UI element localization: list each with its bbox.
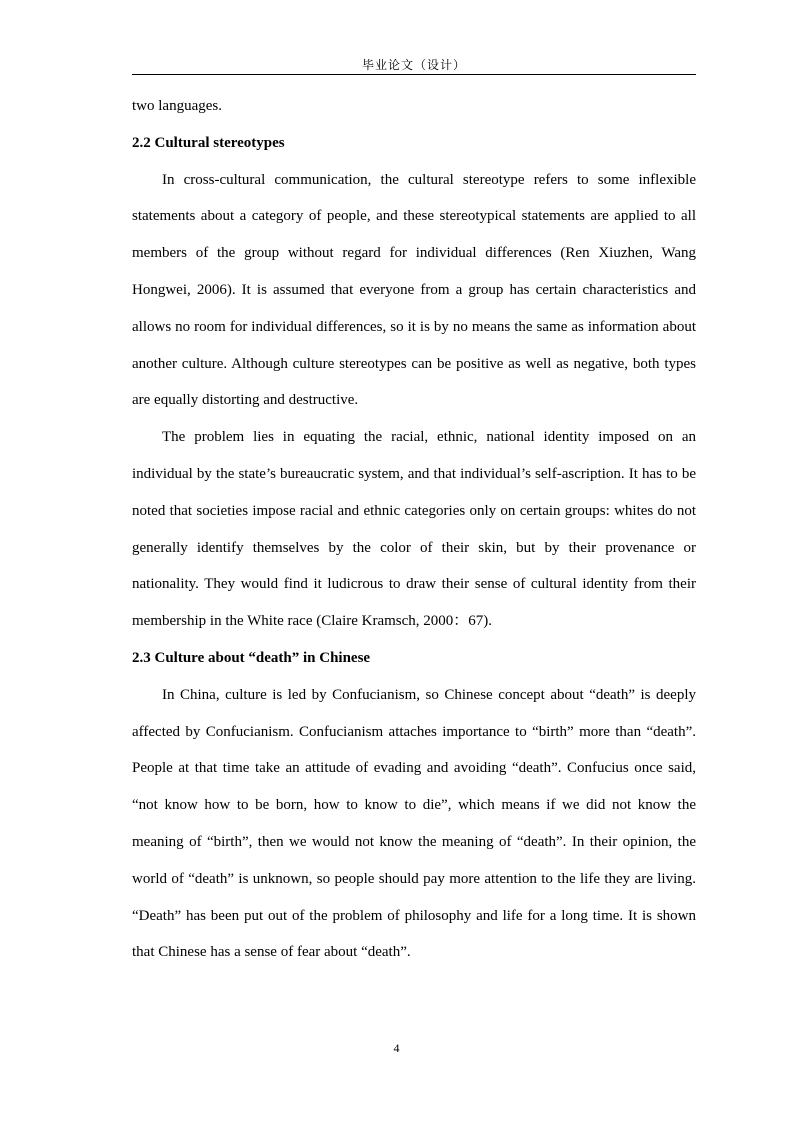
section-2-2-paragraph-1: In cross-cultural communication, the cultural stereotype refers to some inflexible statements about a category of people, and these stereotypical statements are applied to all members of the group without regard for individual differences (Ren Xiuzhen, Wang Hongwei, 2006). It is assumed that everyone from a group has certain characteristics and allows no room for individual differences, so it is by no means the same as information about another culture. Although culture stereotypes can be positive as well as negative, both types are equally distorting and destructive.: [132, 171, 696, 409]
section-heading-2-3: 2.3 Culture about “death” in Chinese: [132, 649, 371, 666]
header-divider: [132, 74, 696, 75]
section-2-2-paragraph-2: The problem lies in equating the racial, ethnic, national identity imposed on an individual by the state’s bureaucratic system, and that individual’s self-ascription. It has to be noted that societies impose racial and ethnic categories only on certain groups: whites do not generally identify themselves by the color of their skin, but by their provenance or nationality. They would find it ludicrous to draw their sense of cultural identity from their membership in the White race (Claire Kramsch, 2000：67).: [132, 429, 696, 630]
section-2-3-paragraph-1: In China, culture is led by Confucianism, so Chinese concept about “death” is deeply affected by Confucianism. Confucianism attaches importance to “birth” more than “death”. People at that time take an attitude of evading and avoiding “death”. Confucius once said, “not know how to be born, how to know to die”, which means if we did not know the meaning of “birth”, then we would not know the meaning of “death”. In their opinion, the world of “death” is unknown, so people should pay more attention to the life they are living. “Death” has been put out of the problem of philosophy and life for a long time. It is shown that Chinese has a sense of fear about “death”.: [132, 686, 696, 961]
page-number: 4: [393, 1041, 400, 1055]
page-header-title: 毕业论文（设计）: [361, 58, 466, 72]
continuation-text: two languages.: [132, 98, 222, 114]
section-heading-2-2: 2.2 Cultural stereotypes: [132, 134, 285, 151]
document-body: [132, 88, 696, 971]
